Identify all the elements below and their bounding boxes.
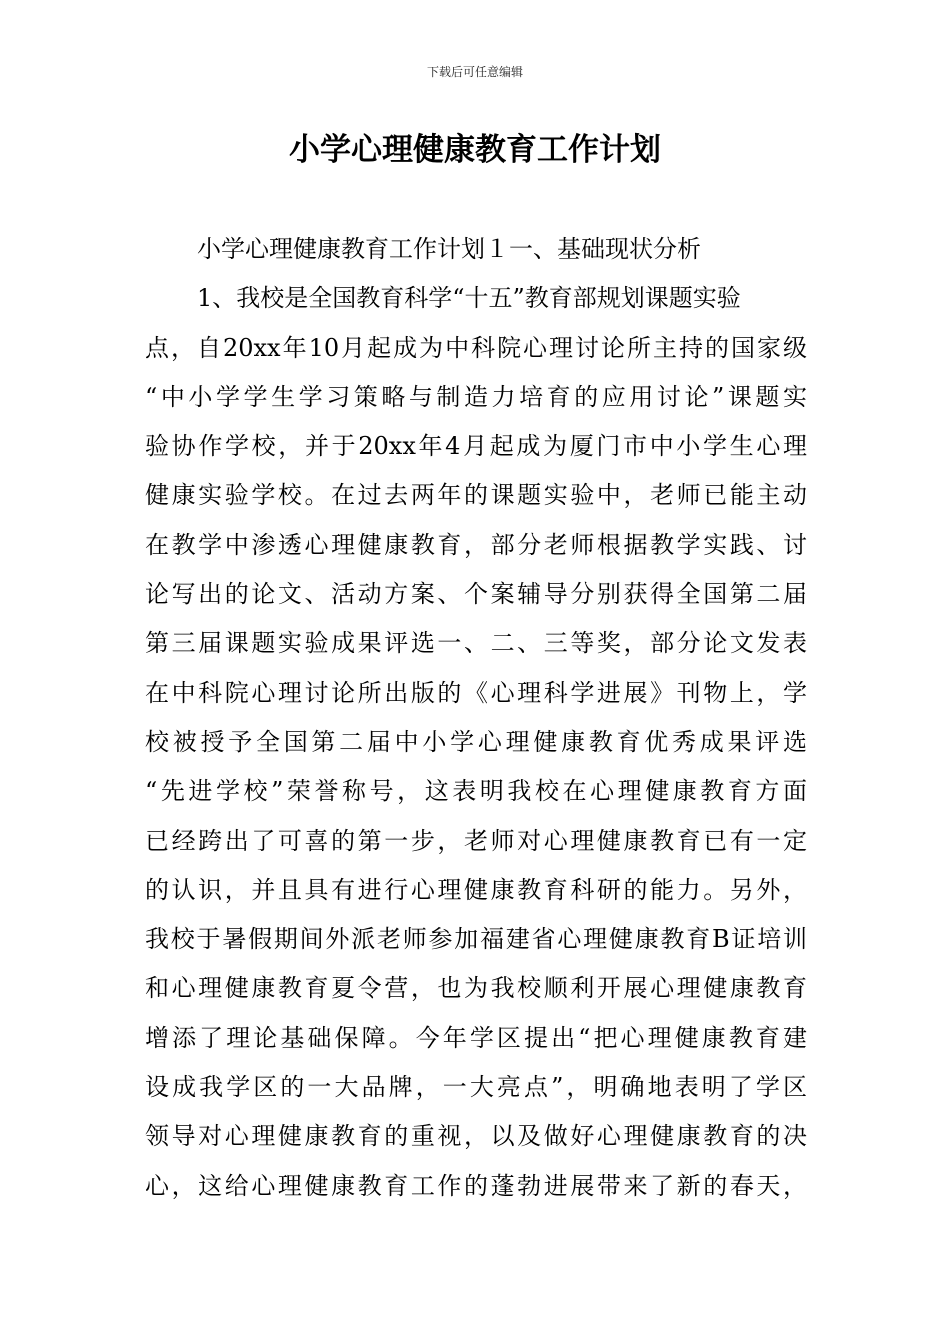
paragraph-line: 第三届课题实验成果评选一、二、三等奖，部分论文发表 <box>145 629 807 658</box>
paragraph-line: 在中科院心理讨论所出版的《心理科学进展》刊物上，学 <box>145 678 807 707</box>
paragraph-heading-line: 小学心理健康教育工作计划１一、基础现状分析 <box>197 235 701 263</box>
paragraph-line: 论写出的论文、活动方案、个案辅导分别获得全国第二届 <box>145 580 807 609</box>
paragraph-line: “先进学校”荣誉称号，这表明我校在心理健康教育方面 <box>145 777 807 806</box>
paragraph-line: 点，自20xx年10月起成为中科院心理讨论所主持的国家级 <box>145 333 807 362</box>
paragraph-line: 1、我校是全国教育科学“十五”教育部规划课题实验 <box>197 284 741 313</box>
paragraph-line: 和心理健康教育夏令营，也为我校顺利开展心理健康教育 <box>145 974 807 1003</box>
paragraph-line: “中小学学生学习策略与制造力培育的应用讨论”课题实 <box>145 382 807 411</box>
paragraph-line: 健康实验学校。在过去两年的课题实验中，老师已能主动 <box>145 481 807 510</box>
paragraph-line: 已经跨出了可喜的第一步，老师对心理健康教育已有一定 <box>145 826 807 855</box>
paragraph-line: 校被授予全国第二届中小学心理健康教育优秀成果评选 <box>145 727 807 756</box>
body-text <box>145 225 807 1211</box>
paragraph-line: 验协作学校，并于20xx年4月起成为厦门市中小学生心理 <box>145 432 807 461</box>
paragraph-line: 增添了理论基础保障。今年学区提出“把心理健康教育建 <box>145 1023 807 1052</box>
paragraph-line: 我校于暑假期间外派老师参加福建省心理健康教育B证培训 <box>145 925 807 954</box>
paragraph-line: 设成我学区的一大品牌，一大亮点”，明确地表明了学区 <box>145 1073 807 1102</box>
paragraph-line: 在教学中渗透心理健康教育，部分老师根据教学实践、讨 <box>145 530 807 559</box>
paragraph-line: 的认识，并且具有进行心理健康教育科研的能力。另外， <box>145 875 807 904</box>
header-note: 下载后可任意编辑 <box>426 65 523 79</box>
paragraph-line: 领导对心理健康教育的重视，以及做好心理健康教育的决 <box>145 1122 807 1151</box>
page-title: 小学心理健康教育工作计划 <box>289 132 661 168</box>
paragraph-line: 心，这给心理健康教育工作的蓬勃进展带来了新的春天， <box>145 1171 807 1200</box>
